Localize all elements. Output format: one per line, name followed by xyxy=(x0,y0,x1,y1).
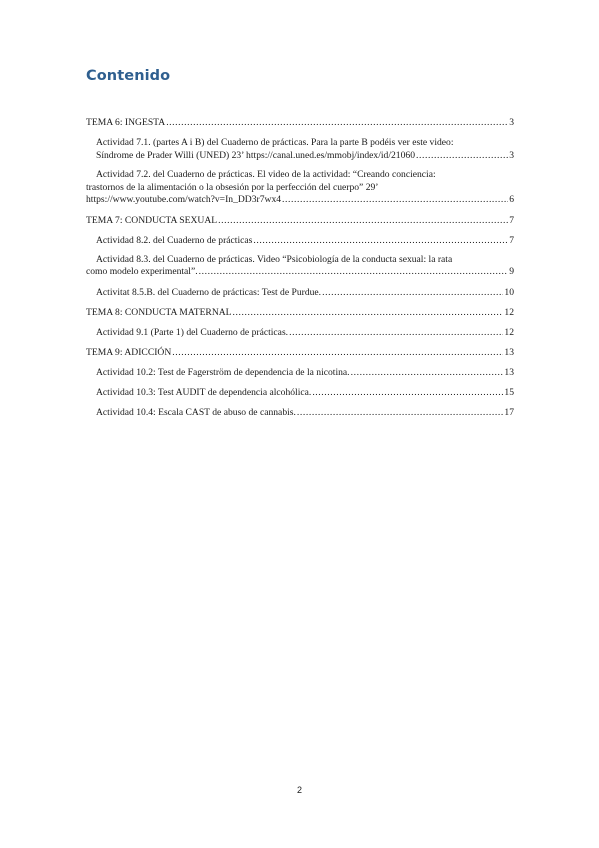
toc-entry-text: https://www.youtube.com/watch?v=In_DD3r7wx4 xyxy=(86,194,282,205)
toc-entry-actividad-7-2[interactable] xyxy=(86,169,514,207)
toc-entry-page: 17 xyxy=(504,406,514,418)
toc-entry-page: 15 xyxy=(504,386,514,398)
toc-entry-actividad-8-3[interactable] xyxy=(86,254,514,279)
toc-entry-text: Actividad 10.4: Escala CAST de abuso de cannabis. xyxy=(96,406,296,418)
leader-dots xyxy=(218,214,508,227)
leader-dots xyxy=(199,266,509,279)
leader-dots xyxy=(282,194,508,207)
leader-dots xyxy=(351,366,504,379)
toc-entry-text: como modelo experimental”. xyxy=(86,266,198,277)
toc-entry-activitat-8-5-b[interactable] xyxy=(86,286,514,299)
toc-entry-tema-6[interactable] xyxy=(86,116,514,129)
page-number: 2 xyxy=(296,785,302,795)
toc-entry-page: 7 xyxy=(509,234,514,246)
toc-entry-actividad-10-4[interactable] xyxy=(86,406,514,419)
toc-entry-actividad-7-1[interactable] xyxy=(86,136,514,162)
toc-entry-text: TEMA 8: CONDUCTA MATERNAL xyxy=(86,306,232,318)
toc-entry-text: Actividad 10.3: Test AUDIT de dependencia alcohólica. xyxy=(96,386,312,398)
toc-entry-tema-8[interactable] xyxy=(86,306,514,319)
toc-entry-text: Síndrome de Prader Willi (UNED) 23’ https://canal.uned.es/mmobj/index/id/21060 xyxy=(96,150,415,161)
toc-entry-page: 13 xyxy=(504,346,514,358)
toc-entry-page: 10 xyxy=(504,286,514,298)
toc-entry-actividad-8-2[interactable] xyxy=(86,234,514,247)
toc-entry-text: Activitat 8.5.B. del Cuaderno de prácticas: Test de Purdue. xyxy=(96,286,322,298)
toc-entry-tema-7[interactable] xyxy=(86,214,514,227)
toc-entry-text: Actividad 9.1 (Parte 1) del Cuaderno de prácticas. xyxy=(96,326,289,338)
toc-entry-text-line1: Actividad 8.3. del Cuaderno de prácticas. Video “Psicobiología de la conducta sexual: la rata xyxy=(96,253,453,265)
toc-entry-tema-9[interactable] xyxy=(86,346,514,359)
toc-entry-text-line1: Actividad 7.1. (partes A i B) del Cuaderno de prácticas. Para la parte B podéis ver este video: xyxy=(96,137,454,148)
leader-dots xyxy=(172,346,503,359)
toc-entry-page: 13 xyxy=(504,366,514,378)
table-of-contents xyxy=(86,116,514,426)
toc-entry-page: 3 xyxy=(509,150,514,161)
leader-dots xyxy=(166,116,508,129)
leader-dots xyxy=(297,406,503,419)
toc-entry-text: TEMA 7: CONDUCTA SEXUAL xyxy=(86,214,218,226)
toc-entry-text: Actividad 10.2: Test de Fagerström de dependencia de la nicotina. xyxy=(96,366,350,378)
leader-dots xyxy=(312,386,503,399)
toc-entry-actividad-10-3[interactable] xyxy=(86,386,514,399)
leader-dots xyxy=(289,326,503,339)
toc-entry-actividad-9-1[interactable] xyxy=(86,326,514,339)
toc-entry-text-line2: trastornos de la alimentación o la obsesión por la perfección del cuerpo” 29’ xyxy=(86,181,379,193)
leader-dots xyxy=(416,149,508,162)
toc-entry-text: TEMA 6: INGESTA xyxy=(86,117,166,128)
toc-entry-actividad-10-2[interactable] xyxy=(86,366,514,379)
toc-entry-page: 7 xyxy=(509,214,514,226)
leader-dots xyxy=(253,234,508,247)
toc-entry-text: TEMA 9: ADICCIÓN xyxy=(86,346,172,358)
toc-entry-text: Actividad 8.2. del Cuaderno de prácticas xyxy=(96,234,253,246)
leader-dots xyxy=(233,306,504,319)
toc-entry-page: 3 xyxy=(509,117,514,128)
toc-entry-page: 12 xyxy=(504,326,514,338)
toc-title: Contenido xyxy=(86,68,171,84)
toc-entry-page: 12 xyxy=(504,306,514,318)
leader-dots xyxy=(322,286,503,299)
toc-entry-text-line1: Actividad 7.2. del Cuaderno de prácticas. El video de la actividad: “Creando conciencia: xyxy=(96,169,436,180)
toc-entry-page: 6 xyxy=(509,194,514,205)
toc-entry-page: 9 xyxy=(509,266,514,277)
